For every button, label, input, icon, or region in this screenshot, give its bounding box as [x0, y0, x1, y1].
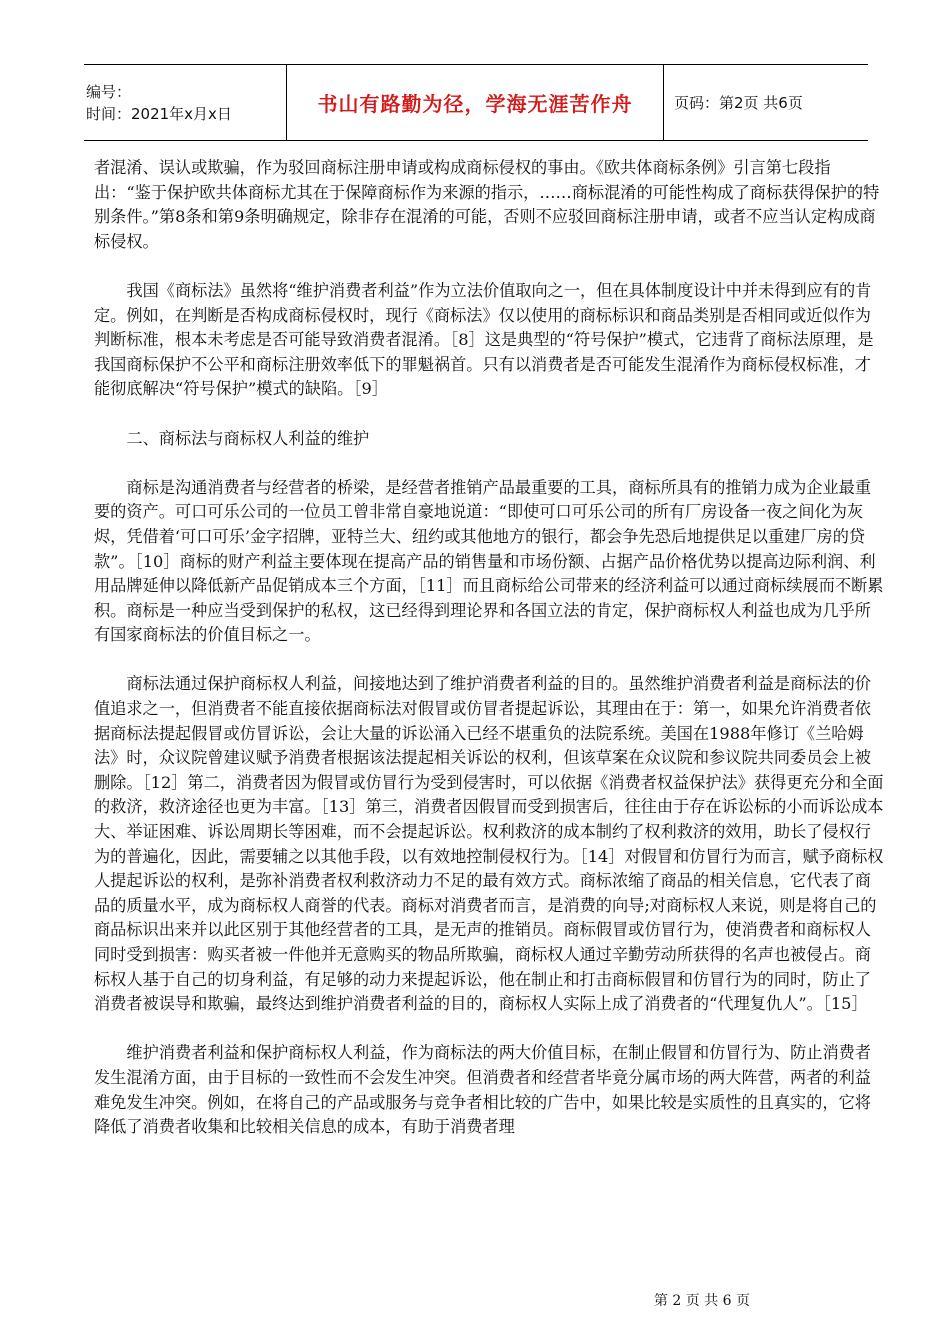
document-date: 时间：2021年x月x日	[86, 104, 232, 123]
paragraph: 商标是沟通消费者与经营者的桥梁，是经营者推销产品最重要的工具，商标所具有的推销力成为企业最重要的资产。可口可乐公司的一位员工曾非常自豪地说道：“即使可口可乐公司的所有厂房设备一夜之间化为灰烬，凭借着‘可口可乐’金字招牌，亚特兰大、纽约或其他地方的银行，都会争先恐后地提供足以重建厂房的贷款”。［10］商标的财产利益主要体现在提高产品的销售量和市场份额、占据产品价格优势以提高边际利润、利用品牌延伸以降低新产品促销成本三个方面，［11］而且商标给公司带来的经济利益可以通过商标续展而不断累积。商标是一种应当受到保护的私权，这已经得到理论界和各国立法的肯定，保护商标权人利益也成为几乎所有国家商标法的价值目标之一。	[94, 477, 884, 645]
document-body	[94, 156, 884, 1164]
header-motto: 书山有路勤为径，学海无涯苦作舟	[317, 92, 633, 116]
header-motto-cell	[286, 65, 664, 140]
paragraph: 者混淆、误认或欺骗，作为驳回商标注册申请或构成商标侵权的事由。《欧共体商标条例》引言第七段指出：“鉴于保护欧共体商标尤其在于保障商标作为来源的指示，……商标混淆的可能性构成了商标获得保护的特别条件。”第8条和第9条明确规定，除非存在混淆的可能，否则不应驳回商标注册申请，或者不应当认定构成商标侵权。	[94, 158, 880, 251]
page-footer: 第 2 页 共 6 页	[653, 1293, 750, 1309]
document-number: 编号：	[86, 82, 132, 101]
header-page-info: 页码：第2页 共6页	[674, 94, 803, 112]
header-page-cell	[664, 65, 868, 140]
section-heading: 二、商标法与商标权人利益的维护	[126, 428, 370, 448]
paragraph: 我国《商标法》虽然将“维护消费者利益”作为立法价值取向之一，但在具体制度设计中并未得到应有的肯定。例如，在判断是否构成商标侵权时，现行《商标法》仅以使用的商标标识和商品类别是否相同或近似作为判断标准，根本未考虑是否可能导致消费者混淆。［8］这是典型的“符号保护”模式，它违背了商标法原理，是我国商标保护不公平和商标注册效率低下的罪魁祸首。只有以消费者是否可能发生混淆作为商标侵权标准，才能彻底解决“符号保护”模式的缺陷。［9］	[94, 280, 874, 399]
page-header	[84, 64, 868, 141]
paragraph: 商标法通过保护商标权人利益，间接地达到了维护消费者利益的目的。虽然维护消费者利益是商标法的价值追求之一，但消费者不能直接依据商标法对假冒或仿冒者提起诉讼，其理由在于：第一，如果允许消费者依据商标法提起假冒或仿冒诉讼，会让大量的诉讼涌入已经不堪重负的法院系统。美国在1988年修订《兰哈姆法》时，众议院曾建议赋予消费者根据该法提起相关诉讼的权利，但该草案在众议院和参议院共同委员会上被删除。［12］第二，消费者因为假冒或仿冒行为受到侵害时，可以依据《消费者权益保护法》获得更充分和全面的救济，救济途径也更为丰富。［13］第三，消费者因假冒而受到损害后，往往由于存在诉讼标的小而诉讼成本大、举证困难、诉讼周期长等困难，而不会提起诉讼。权利救济的成本制约了权利救济的效用，助长了侵权行为的普遍化，因此，需要辅之以其他手段，以有效地控制侵权行为。［14］对假冒和仿冒行为而言，赋予商标权人提起诉讼的权利，是弥补消费者权利救济动力不足的最有效方式。商标浓缩了商品的相关信息，它代表了商品的质量水平，成为商标权人商誉的代表。商标对消费者而言，是消费的向导;对商标权人来说，则是将自己的商品标识出来并以此区别于其他经营者的工具，是无声的推销员。商标假冒或仿冒行为，使消费者和商标权人同时受到损害：购买者被一件他并无意购买的物品所欺骗，商标权人通过辛勤劳动所获得的名声也被侵占。商标权人基于自己的切身利益，有足够的动力来提起诉讼，他在制止和打击商标假冒和仿冒行为的同时，防止了消费者被误导和欺骗，最终达到维护消费者利益的目的，商标权人实际上成了消费者的“代理复仇人”。［15］	[94, 674, 884, 1014]
paragraph: 维护消费者利益和保护商标权人利益，作为商标法的两大价值目标，在制止假冒和仿冒行为、防止消费者发生混淆方面，由于目标的一致性而不会发生冲突。但消费者和经营者毕竟分属市场的两大阵营，两者的利益难免发生冲突。例如，在将自己的产品或服务与竞争者相比较的广告中，如果比较是实质性的且真实的，它将降低了消费者收集和比较相关信息的成本，有助于消费者理	[94, 1043, 872, 1137]
header-meta	[84, 65, 286, 140]
